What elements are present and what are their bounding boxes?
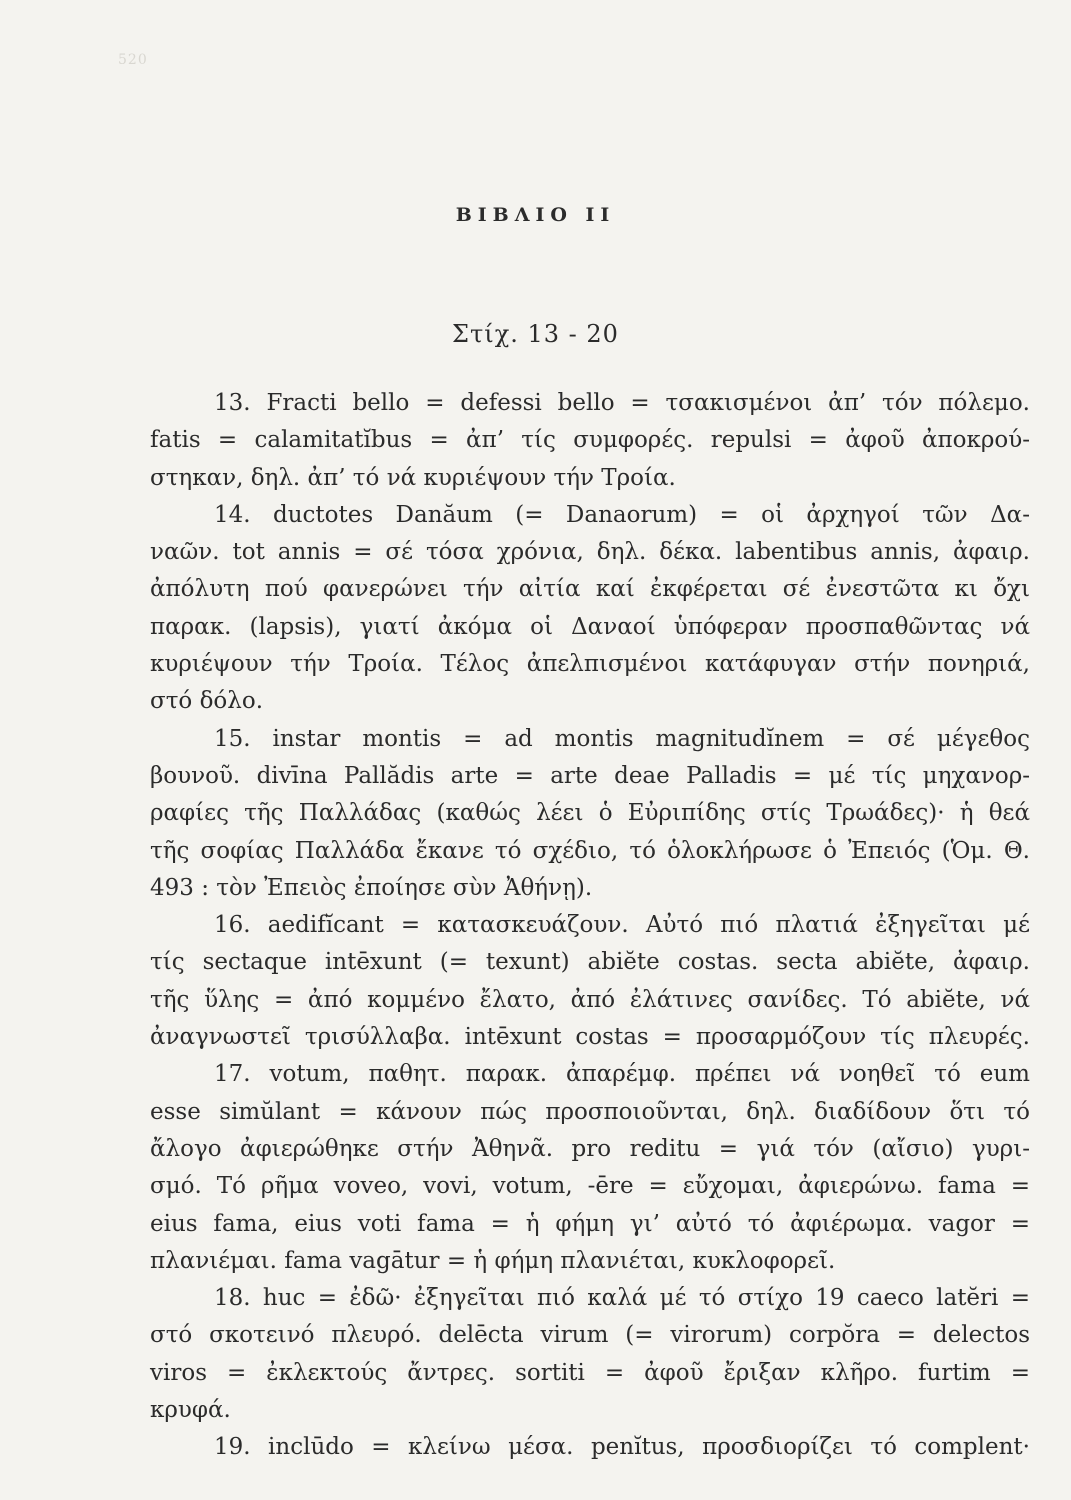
text-line: esse simŭlant = κάνουν πώς προσποιοῦνται, δηλ. διαδίδουν ὅτι τό <box>150 1098 1030 1125</box>
text-line: ἀπόλυτη πού φανερώνει τήν αἰτία καί ἐκφέρεται σέ ἐνεστῶτα κι ὄχι <box>150 576 1030 603</box>
text-line: στό δόλο. <box>150 688 264 715</box>
commentary-body <box>150 385 1030 1467</box>
text-line: eius fama, eius voti fama = ἡ φήμη γι’ αὐτό τό ἀφιέρωμα. vagor = <box>150 1210 1030 1237</box>
text-line: fatis = calamitatĭbus = ἀπ’ τίς συμφορές. repulsi = ἀφοῦ ἀποκρού- <box>150 427 1030 454</box>
text-line: 13. Fracti bello = defessi bello = τσακισμένοι ἀπ’ τόν πόλεμο. <box>214 390 1030 416</box>
text-line: στό σκοτεινό πλευρό. delēcta virum (= virorum) corpŏra = delectos <box>150 1322 1030 1349</box>
text-line: 14. ductotes Danăum (= Danaorum) = οἱ ἀρχηγοί τῶν Δα- <box>214 501 1030 528</box>
text-line: βουνοῦ. divīna Pallădis arte = arte deae Palladis = μέ τίς μηχανορ- <box>150 762 1030 789</box>
text-line: ἀναγνωστεῖ τρισύλλαβα. intēxunt costas = προσαρμόζουν τίς πλευρές. <box>150 1024 1030 1051</box>
text-line: viros = ἐκλεκτούς ἄντρες. sortiti = ἀφοῦ ἔριξαν κλῆρο. furtim = <box>150 1359 1030 1386</box>
text-line: τῆς σοφίας Παλλάδα ἔκανε τό σχέδιο, τό ὁλοκλήρωσε ὁ Ἐπειός (Ὁμ. Θ. <box>150 837 1030 864</box>
text-line: 19. inclūdo = κλείνω μέσα. penĭtus, προσδιορίζει τό complent· <box>214 1434 1030 1461</box>
page-number: 520 <box>118 52 148 68</box>
text-line: κυριέψουν τήν Τροία. Τέλος ἀπελπισμένοι κατάφυγαν στήν πονηριά, <box>150 651 1030 678</box>
text-line: 493 : τὸν Ἐπειὸς ἐποίησε σὺν Ἀθήνῃ). <box>150 874 593 901</box>
verse-range: Στίχ. 13 - 20 <box>452 320 619 348</box>
text-line: κρυφά. <box>150 1397 231 1424</box>
text-line: τῆς ὕλης = ἀπό κομμένο ἔλατο, ἀπό ἐλάτινες σανίδες. Τό abiĕte, νά <box>150 986 1030 1013</box>
text-line: ἄλογο ἀφιερώθηκε στήν Ἀθηνᾶ. pro reditu = γιά τόν (αἴσιο) γυρι- <box>150 1135 1030 1162</box>
text-line: ραφίες τῆς Παλλάδας (καθώς λέει ὁ Εὐριπίδης στίς Τρωάδες)· ἡ θεά <box>150 800 1030 827</box>
text-line: 16. aedifĭcant = κατασκευάζουν. Αὐτό πιό πλατιά ἐξηγεῖται μέ <box>214 912 1030 939</box>
text-line: παρακ. (lapsis), γιατί ἀκόμα οἱ Δαναοί ὑπόφεραν προσπαθῶντας νά <box>150 613 1030 640</box>
text-line: 17. votum, παθητ. παρακ. ἀπαρέμφ. πρέπει νά νοηθεῖ τό eum <box>214 1061 1030 1088</box>
text-line: 15. instar montis = ad montis magnitudĭnem = σέ μέγεθος <box>214 725 1030 752</box>
book-heading: ΒΙΒΛΙΟ ΙΙ <box>455 204 616 226</box>
text-line: στηκαν, δηλ. ἀπ’ τό νά κυριέψουν τήν Τροία. <box>150 464 676 491</box>
text-line: σμό. Τό ρῆμα voveo, vovi, votum, -ēre = εὔχομαι, ἀφιερώνω. fama = <box>150 1173 1030 1200</box>
text-line: πλανιέμαι. fama vagātur = ἡ φήμη πλανιέται, κυκλοφορεῖ. <box>150 1247 836 1274</box>
text-line: 18. huc = ἐδῶ· ἐξηγεῖται πιό καλά μέ τό στίχο 19 caeco latĕri = <box>214 1285 1030 1312</box>
text-line: τίς sectaque intēxunt (= texunt) abiĕte costas. secta abiĕte, ἀφαιρ. <box>150 949 1030 976</box>
text-line: ναῶν. tot annis = σέ τόσα χρόνια, δηλ. δέκα. labentibus annis, ἀφαιρ. <box>150 539 1030 566</box>
